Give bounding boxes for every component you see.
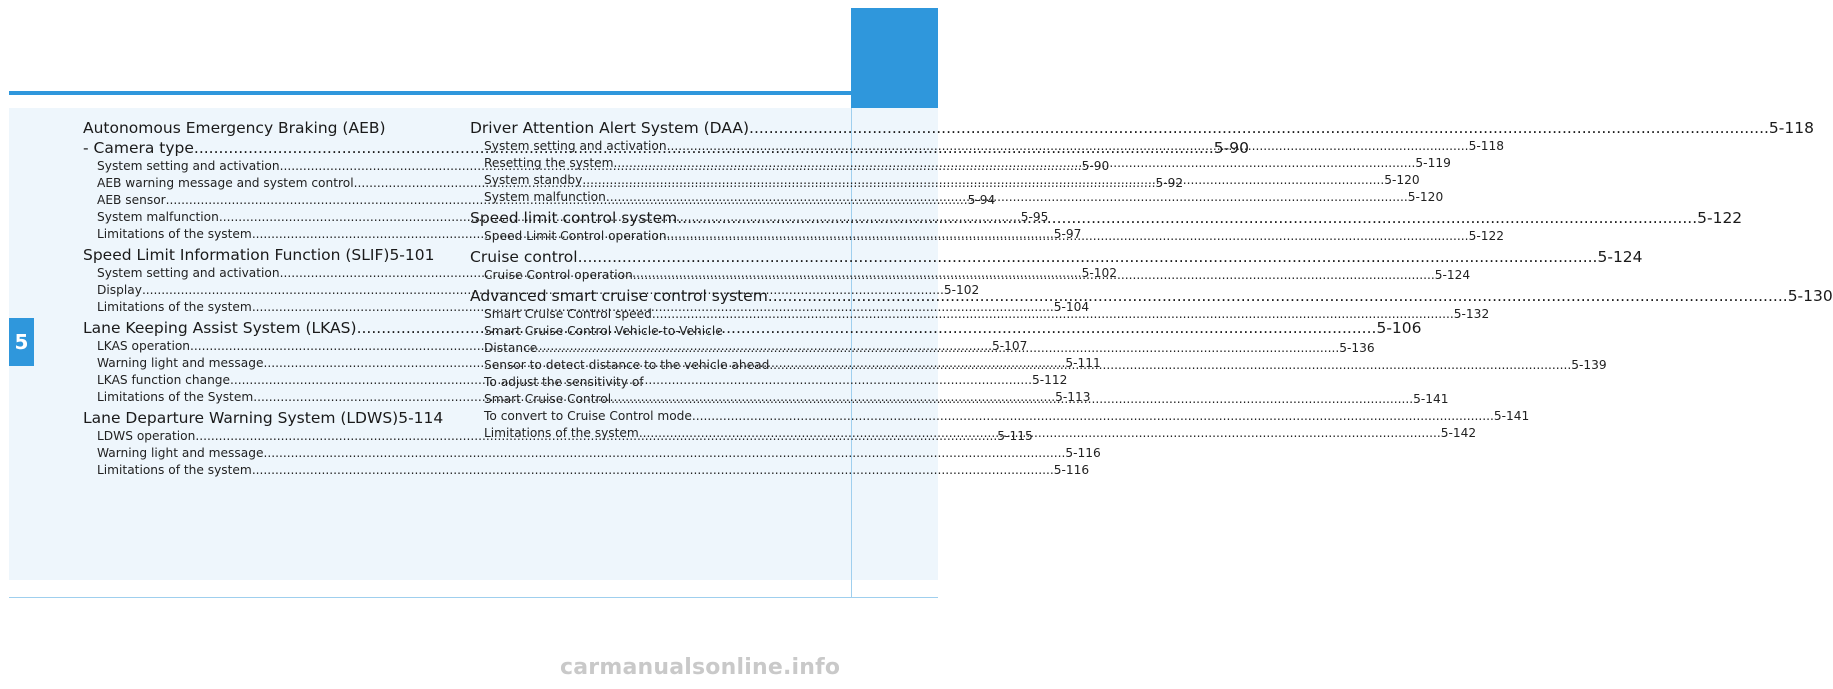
toc-entry-line[interactable]: To adjust the sensitivity of: [484, 375, 644, 389]
toc-section-heading-label: Lane Departure Warning System (LDWS): [83, 409, 399, 427]
toc-section-heading[interactable]: [470, 247, 1643, 267]
toc-section-heading-page-number: 5-101: [389, 246, 435, 264]
toc-section-title-line[interactable]: Autonomous Emergency Braking (AEB): [83, 119, 386, 137]
toc-entry-page-number: 5-116: [1065, 446, 1101, 460]
leader-dots: [611, 391, 1413, 408]
toc-entry-label: Sensor to detect distance to the vehicle ahead: [484, 358, 770, 372]
toc-entry-label: Speed Limit Control operation: [484, 229, 667, 243]
toc-entry-label: Display: [97, 283, 142, 297]
toc-entry-page-number: 5-120: [1384, 173, 1420, 187]
chapter-side-tab: [851, 8, 938, 108]
toc-entry-label: System malfunction: [97, 210, 219, 224]
toc-section-heading-label: Cruise control: [470, 248, 578, 266]
toc-section-heading-label: Advanced smart cruise control system: [470, 287, 768, 305]
toc-section-heading-page-number: 5-124: [1597, 248, 1643, 266]
toc-entry-page-number: 5-136: [1339, 341, 1375, 355]
toc-entry-page-number: 5-122: [1468, 229, 1504, 243]
toc-section-heading-page-number: 5-118: [1768, 119, 1814, 137]
toc-entry-page-number: 5-119: [1415, 156, 1451, 170]
toc-entry-line[interactable]: Smart Cruise Control Vehicle-to-Vehicle: [484, 324, 723, 338]
toc-entry-label: AEB warning message and system control: [97, 176, 354, 190]
leader-dots: [769, 357, 1571, 374]
leader-dots: [633, 267, 1435, 284]
toc-entry-page-number: 5-124: [1434, 268, 1471, 282]
toc-entry-label: Smart Cruise Control: [484, 392, 612, 406]
toc-entry[interactable]: [83, 445, 1101, 462]
toc-entry-label: Smart Cruise Control speed: [484, 307, 652, 321]
toc-entry-page-number: 5-120: [1407, 190, 1444, 204]
toc-entry-label: System setting and activation: [484, 139, 667, 153]
leader-dots: [692, 408, 1494, 425]
toc-section-heading-label: - Camera type: [83, 139, 194, 157]
toc-entry-page-number: 5-97: [1053, 227, 1082, 241]
toc-entry-label: Resetting the system: [484, 156, 614, 170]
toc-entry-page-number: 5-107: [991, 339, 1028, 353]
toc-entry-label: Limitations of the system: [97, 463, 252, 477]
toc-entry-label: To convert to Cruise Control mode: [484, 409, 692, 423]
toc-section-heading-label: Speed limit control system: [470, 209, 678, 227]
toc-section-heading[interactable]: [470, 118, 1814, 138]
watermark: carmanualsonline.info: [560, 655, 841, 680]
toc-entry-page-number: 5-102: [1081, 266, 1117, 280]
toc-section-heading-page-number: 5-106: [1376, 319, 1422, 337]
leader-dots: [263, 445, 1065, 462]
toc-entry-page-number: 5-104: [1053, 300, 1090, 314]
leader-dots: [578, 247, 1598, 267]
leader-dots: [768, 286, 1788, 306]
toc-entry-page-number: 5-142: [1440, 426, 1477, 440]
toc-entry-page-number: 5-113: [1055, 390, 1091, 404]
leader-dots: [582, 172, 1384, 189]
leader-dots: [652, 306, 1454, 323]
leader-dots: [639, 425, 1441, 442]
toc-section-heading-label: Lane Keeping Assist System (LKAS): [83, 319, 357, 337]
toc-entry-page-number: 5-132: [1453, 307, 1490, 321]
toc-entry-label: System standby: [484, 173, 583, 187]
toc-entry-label: LDWS operation: [97, 429, 196, 443]
leader-dots: [749, 118, 1769, 138]
toc-entry-label: System setting and activation: [97, 159, 280, 173]
toc-entry-label: LKAS function change: [97, 373, 231, 387]
toc-entry-page-number: 5-92: [1155, 176, 1184, 190]
toc-section-heading-page-number: 5-122: [1697, 209, 1743, 227]
toc-section-heading[interactable]: [83, 245, 433, 265]
toc-entry-label: Limitations of the System: [97, 390, 254, 404]
toc-entry-label: Limitations of the system: [484, 426, 639, 440]
chapter-number-badge: 5: [9, 318, 34, 366]
footer-rule: [9, 597, 938, 598]
toc-entry-page-number: 5-118: [1468, 139, 1504, 153]
toc-entry-page-number: 5-90: [1081, 159, 1110, 173]
toc-entry-label: System malfunction: [484, 190, 606, 204]
toc-entry-label: AEB sensor: [97, 193, 166, 207]
toc-section-heading-label: Speed Limit Information Function (SLIF): [83, 246, 390, 264]
toc-entry-label: System setting and activation: [97, 266, 280, 280]
toc-entry-label: Warning light and message: [97, 446, 264, 460]
toc-entry-label: Cruise Control operation: [484, 268, 633, 282]
toc-entry-page-number: 5-112: [1031, 373, 1068, 387]
toc-entry-page-number: 5-102: [943, 283, 980, 297]
leader-dots: [613, 155, 1415, 172]
toc-entry-label: LKAS operation: [97, 339, 191, 353]
header-rule: [9, 91, 851, 95]
toc-entry[interactable]: [83, 462, 1090, 479]
leader-dots: [667, 228, 1469, 245]
toc-section-heading-page-number: 5-114: [398, 409, 444, 427]
toc-section-heading[interactable]: [83, 408, 444, 428]
toc-entry-page-number: 5-141: [1413, 392, 1449, 406]
leader-dots: [606, 189, 1408, 206]
toc-entry-label: Distance: [484, 341, 538, 355]
toc-entry-page-number: 5-116: [1053, 463, 1090, 477]
leader-dots: [537, 340, 1339, 357]
toc-section-heading-page-number: 5-130: [1787, 287, 1833, 305]
toc-entry-label: Limitations of the system: [97, 227, 252, 241]
toc-entry-page-number: 5-95: [1020, 210, 1049, 224]
toc-entry-page-number: 5-139: [1571, 358, 1607, 372]
toc-entry-page-number: 5-94: [967, 193, 996, 207]
toc-entry-label: Warning light and message: [97, 356, 264, 370]
toc-entry-label: Limitations of the system: [97, 300, 252, 314]
toc-entry[interactable]: [470, 408, 1530, 425]
toc-entry-page-number: 5-111: [1065, 356, 1101, 370]
leader-dots: [252, 462, 1054, 479]
toc-entry-page-number: 5-115: [997, 429, 1033, 443]
toc-section-heading-label: Driver Attention Alert System (DAA): [470, 119, 750, 137]
toc-section-heading-page-number: 5-90: [1213, 139, 1249, 157]
toc-entry-page-number: 5-141: [1493, 409, 1530, 423]
leader-dots: [667, 138, 1469, 155]
leader-dots: [677, 208, 1697, 228]
